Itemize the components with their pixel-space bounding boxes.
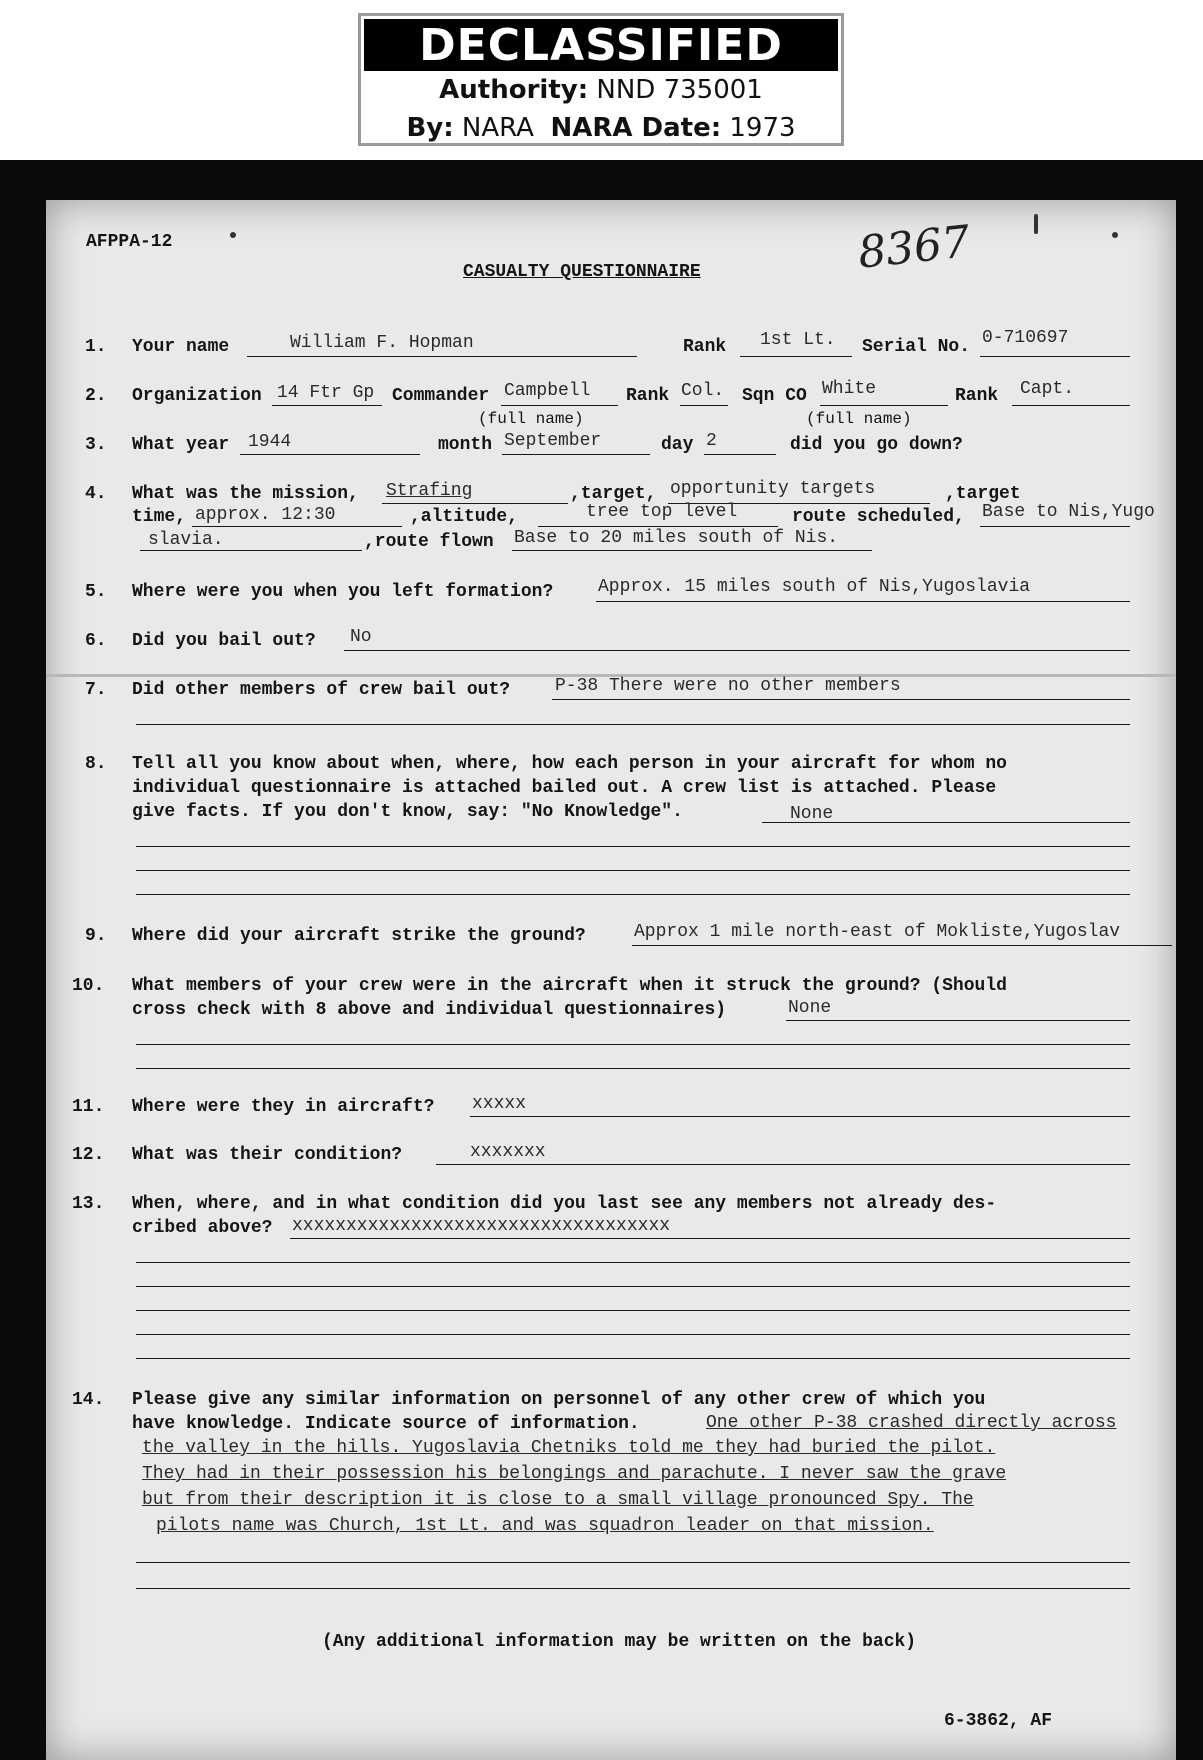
q8-line2: individual questionnaire is attached bailed out. A crew list is attached. Please — [132, 778, 997, 798]
q9-label: Where did your aircraft strike the ground? — [132, 926, 586, 946]
q10-number: 10. — [72, 976, 105, 996]
q4-number: 4. — [85, 484, 107, 504]
q13-value: xxxxxxxxxxxxxxxxxxxxxxxxxxxxxxxxxxx — [292, 1216, 671, 1236]
stamp-by-date: By: NARA NARA Date: 1973 — [406, 113, 796, 143]
q1-serial-line — [980, 356, 1130, 357]
q3-day-label: day — [661, 435, 694, 455]
q13-extra-line-1 — [136, 1262, 1130, 1263]
q8-extra-line-3 — [136, 894, 1130, 895]
q3-month-label: month — [438, 435, 493, 455]
q7-line — [552, 699, 1130, 700]
q6-line — [344, 650, 1130, 651]
q4-mission-value: Strafing — [386, 481, 473, 501]
ink-speck — [230, 232, 236, 238]
q1-label: Your name — [132, 337, 230, 357]
q11-label: Where were they in aircraft? — [132, 1097, 435, 1117]
q2-commander-label: Commander — [392, 386, 490, 406]
q4-route-scheduled-line — [980, 526, 1130, 527]
q2-org-value: 14 Ftr Gp — [277, 383, 375, 403]
q7-label: Did other members of crew bail out? — [132, 680, 511, 700]
q8-number: 8. — [85, 754, 107, 774]
q14-answer-5: pilots name was Church, 1st Lt. and was squadron leader on that mission. — [156, 1516, 934, 1536]
stamp-title: DECLASSIFIED — [364, 19, 838, 71]
q14-line1: Please give any similar information on personnel of any other crew of which you — [132, 1390, 986, 1410]
q4-time-label: time, — [132, 507, 187, 527]
q14-number: 14. — [72, 1390, 105, 1410]
q9-line — [632, 945, 1172, 946]
q8-extra-line-2 — [136, 870, 1130, 871]
q2-rank2-label: Rank — [955, 386, 999, 406]
q4-altitude-label: ,altitude, — [410, 507, 519, 527]
q2-sqn-value: White — [822, 379, 877, 399]
q4-route-flown-value: Base to 20 miles south of Nis. — [514, 528, 839, 548]
q4-route-scheduled-cont-line — [140, 550, 362, 551]
ink-mark — [1034, 214, 1038, 234]
q6-number: 6. — [85, 631, 107, 651]
q2-commander-value: Campbell — [504, 381, 591, 401]
q7-number: 7. — [85, 680, 107, 700]
declassified-stamp — [358, 13, 844, 146]
q4-route-flown-label: ,route flown — [364, 532, 494, 552]
form-code: AFPPA-12 — [86, 232, 173, 252]
q14-extra-line-1 — [136, 1562, 1130, 1563]
q3-year-value: 1944 — [248, 432, 292, 452]
q2-rank2-line — [1012, 405, 1130, 406]
q4-route-scheduled-cont: slavia. — [148, 530, 224, 550]
q6-label: Did you bail out? — [132, 631, 316, 651]
stamp-authority: Authority: NND 735001 — [439, 75, 763, 105]
q8-value: None — [790, 804, 834, 824]
q2-full-name-note-1: (full name) — [478, 410, 584, 428]
form-number: 6-3862, AF — [944, 1711, 1053, 1731]
q12-label: What was their condition? — [132, 1145, 403, 1165]
q2-number: 2. — [85, 386, 107, 406]
q2-rank-label: Rank — [626, 386, 670, 406]
q4-altitude-value: tree top level — [586, 502, 738, 522]
q3-month-line — [502, 454, 650, 455]
q13-number: 13. — [72, 1194, 105, 1214]
q4-mission-line — [382, 503, 568, 504]
q13-extra-line-3 — [136, 1310, 1130, 1311]
q14-answer-1: One other P-38 crashed directly across — [706, 1413, 1117, 1433]
q7-value: P-38 There were no other members — [555, 676, 901, 696]
ink-speck — [1112, 232, 1118, 238]
q4-route-flown-line — [512, 550, 872, 551]
handwritten-number: 8367 — [855, 216, 973, 279]
q3-number: 3. — [85, 435, 107, 455]
q2-commander-line — [501, 405, 618, 406]
q3-day-line — [704, 454, 776, 455]
q2-org-line — [272, 405, 382, 406]
q1-name-value: William F. Hopman — [290, 333, 474, 353]
q2-sqn-line — [820, 405, 948, 406]
q1-serial-value: 0-710697 — [982, 328, 1069, 348]
q2-rank2-value: Capt. — [1020, 379, 1075, 399]
q2-rank-value: Col. — [681, 381, 725, 401]
q4-altitude-line — [538, 526, 778, 527]
q5-line — [596, 601, 1130, 602]
q3-day-value: 2 — [706, 431, 717, 451]
q9-value: Approx 1 mile north-east of Mokliste,Yugoslav — [634, 922, 1121, 942]
q13-extra-line-4 — [136, 1334, 1130, 1335]
q2-sqn-label: Sqn CO — [742, 386, 807, 406]
q8-extra-line-1 — [136, 846, 1130, 847]
q10-line1: What members of your crew were in the aircraft when it struck the ground? (Should — [132, 976, 1007, 996]
q13-answer-line — [290, 1238, 1130, 1239]
q2-full-name-note-2: (full name) — [806, 410, 912, 428]
q13-line1: When, where, and in what condition did you last see any members not already des- — [132, 1194, 997, 1214]
q11-number: 11. — [72, 1097, 105, 1117]
q4-time-line — [192, 526, 402, 527]
q3-tail: did you go down? — [790, 435, 963, 455]
q13-line2: cribed above? — [132, 1218, 273, 1238]
q10-extra-line-1 — [136, 1044, 1130, 1045]
q5-value: Approx. 15 miles south of Nis,Yugoslavia — [598, 577, 1031, 597]
q13-extra-line-5 — [136, 1358, 1130, 1359]
footer-note: (Any additional information may be written on the back) — [322, 1632, 917, 1652]
q4-route-scheduled-label: route scheduled, — [792, 507, 965, 527]
q1-rank-line — [740, 356, 852, 357]
q12-value: xxxxxxx — [470, 1142, 546, 1162]
q11-value: xxxxx — [472, 1094, 527, 1114]
q10-value: None — [788, 998, 832, 1018]
q1-name-line — [247, 356, 637, 357]
q4-time-value: approx. 12:30 — [195, 505, 336, 525]
q14-answer-4: but from their description it is close to a small village pronounced Spy. The — [142, 1490, 974, 1510]
q13-extra-line-2 — [136, 1286, 1130, 1287]
q2-org-label: Organization — [132, 386, 262, 406]
q9-number: 9. — [85, 926, 107, 946]
q10-answer-line — [786, 1020, 1130, 1021]
q11-line — [470, 1116, 1130, 1117]
q7-extra-line — [136, 724, 1130, 725]
q4-target-time-label: ,target — [945, 484, 1021, 504]
q3-year-line — [240, 454, 420, 455]
q3-year-label: What year — [132, 435, 230, 455]
q12-number: 12. — [72, 1145, 105, 1165]
q3-month-value: September — [504, 431, 602, 451]
q1-rank-value: 1st Lt. — [760, 330, 836, 350]
q14-line2: have knowledge. Indicate source of information. — [132, 1414, 640, 1434]
q5-label: Where were you when you left formation? — [132, 582, 554, 602]
q4-target-label: ,target, — [570, 484, 657, 504]
q8-line1: Tell all you know about when, where, how each person in your aircraft for whom no — [132, 754, 1007, 774]
q4-mission-label: What was the mission, — [132, 484, 359, 504]
q14-answer-3: They had in their possession his belongings and parachute. I never saw the grave — [142, 1464, 1007, 1484]
form-title: CASUALTY QUESTIONNAIRE — [463, 262, 701, 282]
q8-line3: give facts. If you don't know, say: "No Knowledge". — [132, 802, 683, 822]
q1-serial-label: Serial No. — [862, 337, 971, 357]
q5-number: 5. — [85, 582, 107, 602]
q1-number: 1. — [85, 337, 107, 357]
q4-target-value: opportunity targets — [670, 479, 876, 499]
q4-route-scheduled-value: Base to Nis,Yugo — [982, 502, 1155, 522]
q6-value: No — [350, 627, 372, 647]
q14-extra-line-2 — [136, 1588, 1130, 1589]
q10-line2: cross check with 8 above and individual questionnaires) — [132, 1000, 727, 1020]
q10-extra-line-2 — [136, 1068, 1130, 1069]
q2-rank-line — [680, 405, 728, 406]
q14-answer-2: the valley in the hills. Yugoslavia Chetniks told me they had buried the pilot. — [142, 1438, 996, 1458]
q1-rank-label: Rank — [683, 337, 727, 357]
q12-line — [436, 1164, 1130, 1165]
